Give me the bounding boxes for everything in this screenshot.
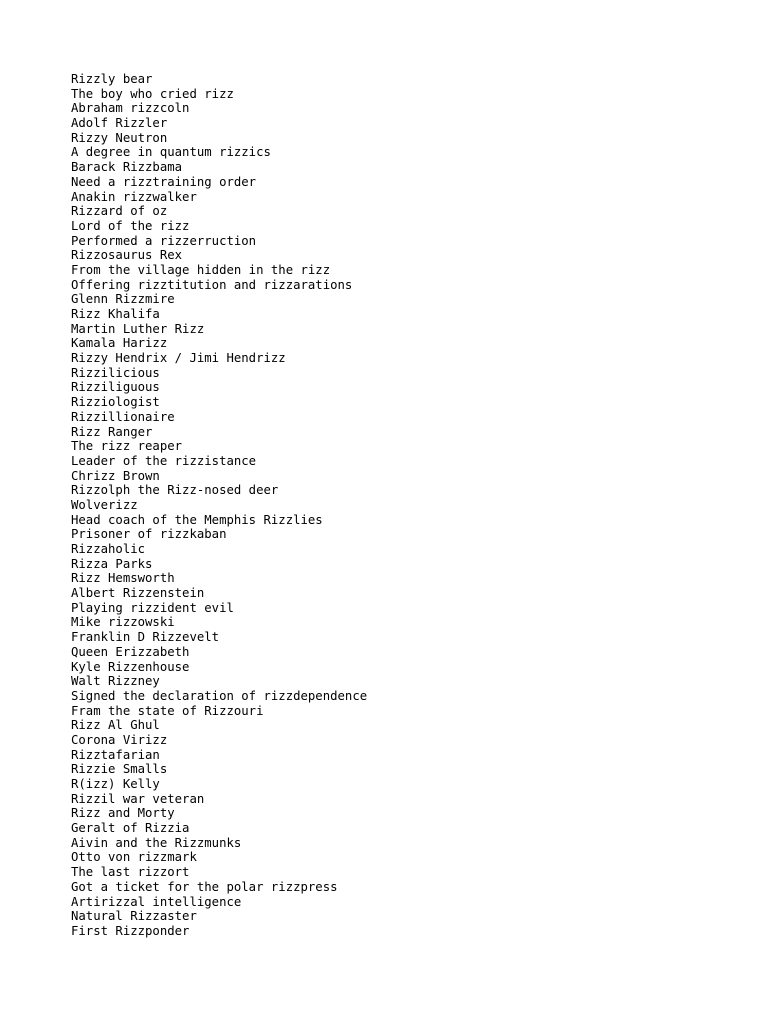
text-line: Rizza Parks xyxy=(71,556,153,571)
text-line: Rizzillionaire xyxy=(71,409,175,424)
text-line: Rizzy Hendrix / Jimi Hendrizz xyxy=(71,351,286,366)
text-line: Rizzly bear xyxy=(71,72,153,86)
text-line: Kyle Rizzenhouse xyxy=(71,659,190,674)
text-line: Rizzilicious xyxy=(71,365,160,380)
text-line: Prisoner of rizzkaban xyxy=(71,527,227,542)
text-line: Natural Rizzaster xyxy=(71,909,197,924)
text-line: Mike rizzowski xyxy=(71,615,175,630)
text-line: Rizzil war veteran xyxy=(71,791,205,806)
text-line: Rizz Ranger xyxy=(71,424,153,439)
text-line: Kamala Harizz xyxy=(71,336,168,351)
text-line: Franklin D Rizzevelt xyxy=(71,630,220,645)
text-line: Adolf Rizzler xyxy=(71,116,168,131)
text-line: Got a ticket for the polar rizzpress xyxy=(71,879,338,894)
text-line: Leader of the rizzistance xyxy=(71,453,257,468)
text-line: Rizz Al Ghul xyxy=(71,718,160,733)
text-line: Albert Rizzenstein xyxy=(71,586,205,601)
text-line: Rizziliguous xyxy=(71,380,160,395)
text-line: Need a rizztraining order xyxy=(71,174,257,189)
text-line: Wolverizz xyxy=(71,497,138,512)
text-line: Performed a rizzerruction xyxy=(71,233,257,248)
text-line: Offering rizztitution and rizzarations xyxy=(71,277,353,292)
text-line: Rizziologist xyxy=(71,395,160,410)
text-line: Fram the state of Rizzouri xyxy=(71,703,264,718)
text-line: Walt Rizzney xyxy=(71,674,160,689)
text-line: Rizzard of oz xyxy=(71,204,168,219)
text-list xyxy=(71,72,367,939)
text-line: Rizzosaurus Rex xyxy=(71,248,183,263)
text-line: The last rizzort xyxy=(71,865,190,880)
text-line: The rizz reaper xyxy=(71,439,183,454)
text-line: Otto von rizzmark xyxy=(71,850,197,865)
text-line: Queen Erizzabeth xyxy=(71,644,190,659)
text-line: Aivin and the Rizzmunks xyxy=(71,835,242,850)
text-line: Head coach of the Memphis Rizzlies xyxy=(71,512,323,527)
text-line: Artirizzal intelligence xyxy=(71,894,242,909)
text-line: Abraham rizzcoln xyxy=(71,101,190,116)
text-line: Rizzolph the Rizz-nosed deer xyxy=(71,483,279,498)
text-line: Anakin rizzwalker xyxy=(71,189,197,204)
text-line: Martin Luther Rizz xyxy=(71,321,205,336)
text-line: Glenn Rizzmire xyxy=(71,292,175,307)
text-line: Rizzaholic xyxy=(71,542,146,556)
text-line: The boy who cried rizz xyxy=(71,86,234,101)
text-line: R(izz) Kelly xyxy=(71,777,160,791)
text-line: First Rizzponder xyxy=(71,923,190,938)
text-line: A degree in quantum rizzics xyxy=(71,145,271,160)
text-line: Chrizz Brown xyxy=(71,468,160,483)
text-line: Lord of the rizz xyxy=(71,218,190,233)
text-line: Corona Virizz xyxy=(71,732,168,747)
text-line: Barack Rizzbama xyxy=(71,160,183,175)
text-line: From the village hidden in the rizz xyxy=(71,262,331,277)
text-line: Rizztafarian xyxy=(71,747,160,762)
text-line: Geralt of Rizzia xyxy=(71,821,190,836)
text-line: Rizzie Smalls xyxy=(71,762,168,777)
text-line: Rizz Khalifa xyxy=(71,307,160,321)
text-line: Rizz and Morty xyxy=(71,806,175,821)
text-line: Rizz Hemsworth xyxy=(71,571,175,586)
text-line: Playing rizzident evil xyxy=(71,600,234,615)
text-line: Signed the declaration of rizzdependence xyxy=(71,688,368,703)
text-line: Rizzy Neutron xyxy=(71,130,168,145)
